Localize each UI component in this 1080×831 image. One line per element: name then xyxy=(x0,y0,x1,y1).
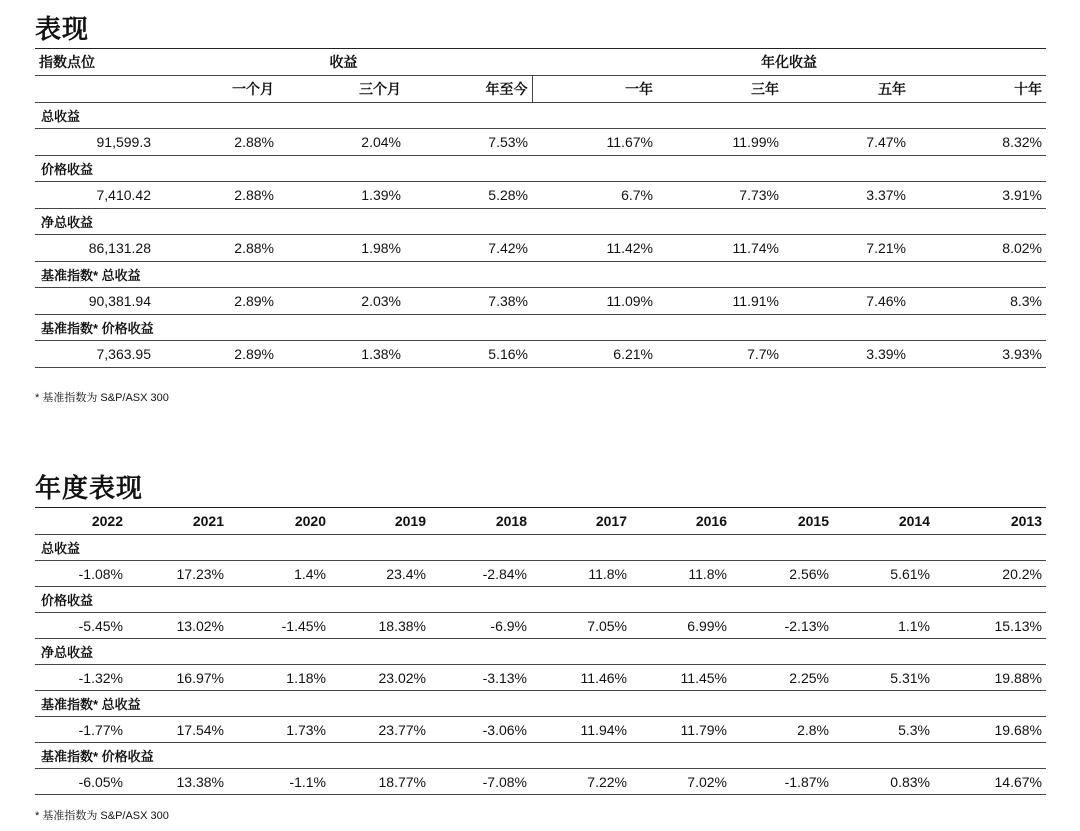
annual-return-cell: 1.73% xyxy=(228,717,330,743)
return-cell: 7.7% xyxy=(657,341,783,368)
return-cell: 3.91% xyxy=(910,182,1046,209)
performance-header-group-row xyxy=(35,49,1046,76)
index-level-cell: 7,363.95 xyxy=(35,341,155,368)
return-cell: 7.73% xyxy=(657,182,783,209)
return-cell: 2.88% xyxy=(155,129,278,156)
category-label-row xyxy=(35,639,1046,665)
year-header: 2021 xyxy=(127,508,228,535)
year-header: 2017 xyxy=(531,508,631,535)
return-cell: 8.32% xyxy=(910,129,1046,156)
index-level-cell: 91,599.3 xyxy=(35,129,155,156)
annual-year-header-row xyxy=(35,508,1046,535)
year-header: 2020 xyxy=(228,508,330,535)
annual-return-cell: -1.77% xyxy=(35,717,127,743)
annual-return-cell: 16.97% xyxy=(127,665,228,691)
year-header: 2014 xyxy=(833,508,934,535)
annual-return-cell: 17.23% xyxy=(127,561,228,587)
category-label-row xyxy=(35,535,1046,561)
return-cell: 8.3% xyxy=(910,288,1046,315)
annual-return-cell: -2.13% xyxy=(731,613,833,639)
annual-return-cell: 13.38% xyxy=(127,769,228,795)
return-cell: 11.67% xyxy=(532,129,657,156)
annual-return-cell: -2.84% xyxy=(430,561,531,587)
annual-return-cell: 13.02% xyxy=(127,613,228,639)
annual-return-cell: 2.56% xyxy=(731,561,833,587)
annual-return-cell: -1.87% xyxy=(731,769,833,795)
return-cell: 2.89% xyxy=(155,341,278,368)
return-cell: 6.7% xyxy=(532,182,657,209)
annual-return-cell: 23.02% xyxy=(330,665,430,691)
column-header: 年至今 xyxy=(405,76,532,103)
return-cell: 11.09% xyxy=(532,288,657,315)
index-level-cell: 7,410.42 xyxy=(35,182,155,209)
annual-return-cell: 7.22% xyxy=(531,769,631,795)
column-header: 一个月 xyxy=(155,76,278,103)
annual-return-cell: 6.99% xyxy=(631,613,731,639)
annual-return-cell: -7.08% xyxy=(430,769,531,795)
value-row xyxy=(35,129,1046,156)
annual-return-cell: -1.1% xyxy=(228,769,330,795)
return-cell: 11.42% xyxy=(532,235,657,262)
annual-return-cell: 18.38% xyxy=(330,613,430,639)
performance-table xyxy=(35,48,1046,368)
return-cell: 5.28% xyxy=(405,182,532,209)
category-label-row xyxy=(35,743,1046,769)
annualized-group-header: 年化收益 xyxy=(532,49,1046,76)
value-row xyxy=(35,182,1046,209)
return-cell: 11.91% xyxy=(657,288,783,315)
return-cell: 7.53% xyxy=(405,129,532,156)
index-level-cell: 86,131.28 xyxy=(35,235,155,262)
return-cell: 3.93% xyxy=(910,341,1046,368)
year-header: 2015 xyxy=(731,508,833,535)
annual-return-cell: 11.79% xyxy=(631,717,731,743)
category-label-row xyxy=(35,103,1046,129)
annual-return-cell: 7.05% xyxy=(531,613,631,639)
value-row xyxy=(35,561,1046,587)
column-header: 三年 xyxy=(657,76,783,103)
returns-group-header: 收益 xyxy=(155,49,532,76)
annual-title: 年度表现 xyxy=(35,473,144,503)
value-row xyxy=(35,235,1046,262)
annual-return-cell: 14.67% xyxy=(934,769,1046,795)
category-label-row xyxy=(35,691,1046,717)
annual-footnote: * 基准指数为 S&P/ASX 300 xyxy=(35,810,169,822)
value-row xyxy=(35,665,1046,691)
category-label-row xyxy=(35,587,1046,613)
annual-return-cell: -1.08% xyxy=(35,561,127,587)
category-label: 价格收益 xyxy=(35,587,1046,613)
annual-return-cell: 18.77% xyxy=(330,769,430,795)
year-header: 2019 xyxy=(330,508,430,535)
return-cell: 2.88% xyxy=(155,235,278,262)
return-cell: 7.47% xyxy=(783,129,910,156)
annual-return-cell: 23.77% xyxy=(330,717,430,743)
annual-return-cell: 2.8% xyxy=(731,717,833,743)
column-header: 三个月 xyxy=(278,76,405,103)
return-cell: 2.88% xyxy=(155,182,278,209)
annual-return-cell: 5.61% xyxy=(833,561,934,587)
annual-return-cell: 23.4% xyxy=(330,561,430,587)
annual-return-cell: 11.45% xyxy=(631,665,731,691)
return-cell: 8.02% xyxy=(910,235,1046,262)
annual-return-cell: -6.05% xyxy=(35,769,127,795)
return-cell: 7.21% xyxy=(783,235,910,262)
return-cell: 7.46% xyxy=(783,288,910,315)
return-cell: 2.89% xyxy=(155,288,278,315)
annual-return-cell: 19.88% xyxy=(934,665,1046,691)
return-cell: 1.38% xyxy=(278,341,405,368)
category-label: 基准指数* 总收益 xyxy=(35,691,1046,717)
annual-return-cell: 20.2% xyxy=(934,561,1046,587)
column-header: 一年 xyxy=(532,76,657,103)
category-label: 基准指数* 总收益 xyxy=(35,262,1046,288)
return-cell: 11.99% xyxy=(657,129,783,156)
category-label: 净总收益 xyxy=(35,639,1046,665)
category-label: 基准指数* 价格收益 xyxy=(35,743,1046,769)
performance-column-header-row xyxy=(35,76,1046,103)
annual-return-cell: -1.32% xyxy=(35,665,127,691)
return-cell: 5.16% xyxy=(405,341,532,368)
return-cell: 3.39% xyxy=(783,341,910,368)
value-row xyxy=(35,769,1046,795)
value-row xyxy=(35,717,1046,743)
annual-return-cell: 1.4% xyxy=(228,561,330,587)
annual-table xyxy=(35,507,1046,795)
annual-return-cell: 11.94% xyxy=(531,717,631,743)
index-level-cell: 90,381.94 xyxy=(35,288,155,315)
annual-return-cell: 19.68% xyxy=(934,717,1046,743)
annual-return-cell: 1.18% xyxy=(228,665,330,691)
return-cell: 7.38% xyxy=(405,288,532,315)
annual-return-cell: 11.8% xyxy=(531,561,631,587)
return-cell: 2.03% xyxy=(278,288,405,315)
annual-return-cell: 1.1% xyxy=(833,613,934,639)
year-header: 2013 xyxy=(934,508,1046,535)
annual-return-cell: -3.13% xyxy=(430,665,531,691)
return-cell: 3.37% xyxy=(783,182,910,209)
category-label-row xyxy=(35,262,1046,288)
category-label: 总收益 xyxy=(35,535,1046,561)
column-header: 五年 xyxy=(783,76,910,103)
annual-return-cell: 11.8% xyxy=(631,561,731,587)
return-cell: 1.39% xyxy=(278,182,405,209)
return-cell: 1.98% xyxy=(278,235,405,262)
column-header: 十年 xyxy=(910,76,1046,103)
category-label-row xyxy=(35,209,1046,235)
annual-return-cell: -3.06% xyxy=(430,717,531,743)
annual-return-cell: -1.45% xyxy=(228,613,330,639)
annual-return-cell: 15.13% xyxy=(934,613,1046,639)
value-row xyxy=(35,341,1046,368)
annual-return-cell: 2.25% xyxy=(731,665,833,691)
year-header: 2016 xyxy=(631,508,731,535)
performance-title: 表现 xyxy=(35,14,90,44)
category-label-row xyxy=(35,156,1046,182)
return-cell: 6.21% xyxy=(532,341,657,368)
performance-footnote: * 基准指数为 S&P/ASX 300 xyxy=(35,392,169,404)
annual-return-cell: 5.31% xyxy=(833,665,934,691)
annual-return-cell: 5.3% xyxy=(833,717,934,743)
value-row xyxy=(35,288,1046,315)
annual-return-cell: -6.9% xyxy=(430,613,531,639)
annual-return-cell: 0.83% xyxy=(833,769,934,795)
category-label: 净总收益 xyxy=(35,209,1046,235)
category-label: 价格收益 xyxy=(35,156,1046,182)
annual-return-cell: -5.45% xyxy=(35,613,127,639)
category-label: 总收益 xyxy=(35,103,1046,129)
annual-return-cell: 17.54% xyxy=(127,717,228,743)
annual-return-cell: 11.46% xyxy=(531,665,631,691)
category-label: 基准指数* 价格收益 xyxy=(35,315,1046,341)
empty-header-cell xyxy=(35,76,155,103)
return-cell: 7.42% xyxy=(405,235,532,262)
category-label-row xyxy=(35,315,1046,341)
annual-return-cell: 7.02% xyxy=(631,769,731,795)
return-cell: 2.04% xyxy=(278,129,405,156)
value-row xyxy=(35,613,1046,639)
year-header: 2022 xyxy=(35,508,127,535)
year-header: 2018 xyxy=(430,508,531,535)
return-cell: 11.74% xyxy=(657,235,783,262)
index-level-header: 指数点位 xyxy=(35,49,155,76)
